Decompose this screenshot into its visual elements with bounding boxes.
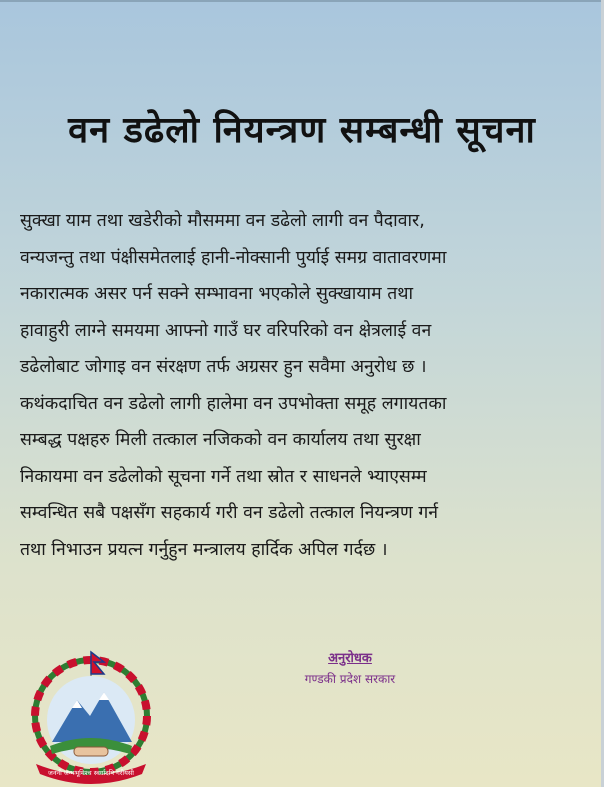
body-line: डढेलोबाट जोगाइ वन संरक्षण तर्फ अग्रसर हुन सवैमा अनुरोध छ । bbox=[20, 357, 427, 377]
body-line: सम्बद्ध पक्षहरु मिली तत्काल नजिकको वन कार्यालय तथा सुरक्षा bbox=[20, 430, 421, 450]
signature-label: अनुरोधक bbox=[328, 651, 372, 666]
notice-title: वन डढेलो नियन्त्रण सम्बन्धी सूचना bbox=[68, 110, 536, 151]
nepal-emblem-icon bbox=[22, 646, 160, 784]
body-line: नकारात्मक असर पर्न सक्ने सम्भावना भएकोले सुक्खायाम तथा bbox=[20, 284, 414, 304]
body-line: कथंकदाचित वन डढेलो लागी हालेमा वन उपभोक्ता समूह लगायतका bbox=[20, 393, 447, 414]
body-line: सुक्खा याम तथा खडेरीको मौसममा वन डढेलो लागी वन पैदावार, bbox=[20, 211, 425, 231]
body-line: निकायमा वन डढेलोको सूचना गर्ने तथा स्रोत र साधनले भ्याएसम्म bbox=[20, 466, 427, 487]
body-line: वन्यजन्तु तथा पंक्षीसमेतलाई हानी-नोक्सानी पुर्याई समग्र वातावरणमा bbox=[20, 247, 447, 268]
signature-block bbox=[250, 648, 450, 687]
top-border bbox=[0, 0, 604, 2]
handshake-icon bbox=[74, 747, 108, 756]
body-line: हावाहुरी लाग्ने समयमा आफ्नो गाउँ घर वरिपरिको वन क्षेत्रलाई वन bbox=[20, 320, 432, 341]
emblem-motto: जननी जन्मभूमिश्च स्वर्गादपि गरीयसी bbox=[48, 769, 134, 777]
body-line: सम्वन्धित सबै पक्षसँग सहकार्य गरी वन डढेलो तत्काल नियन्त्रण गर्न bbox=[20, 503, 438, 523]
body-line: तथा निभाउन प्रयत्न गर्नुहुन मन्त्रालय हार्दिक अपिल गर्दछ । bbox=[20, 539, 388, 560]
signature-org: गण्डकी प्रदेश सरकार bbox=[304, 672, 396, 686]
notice-body bbox=[20, 203, 571, 568]
